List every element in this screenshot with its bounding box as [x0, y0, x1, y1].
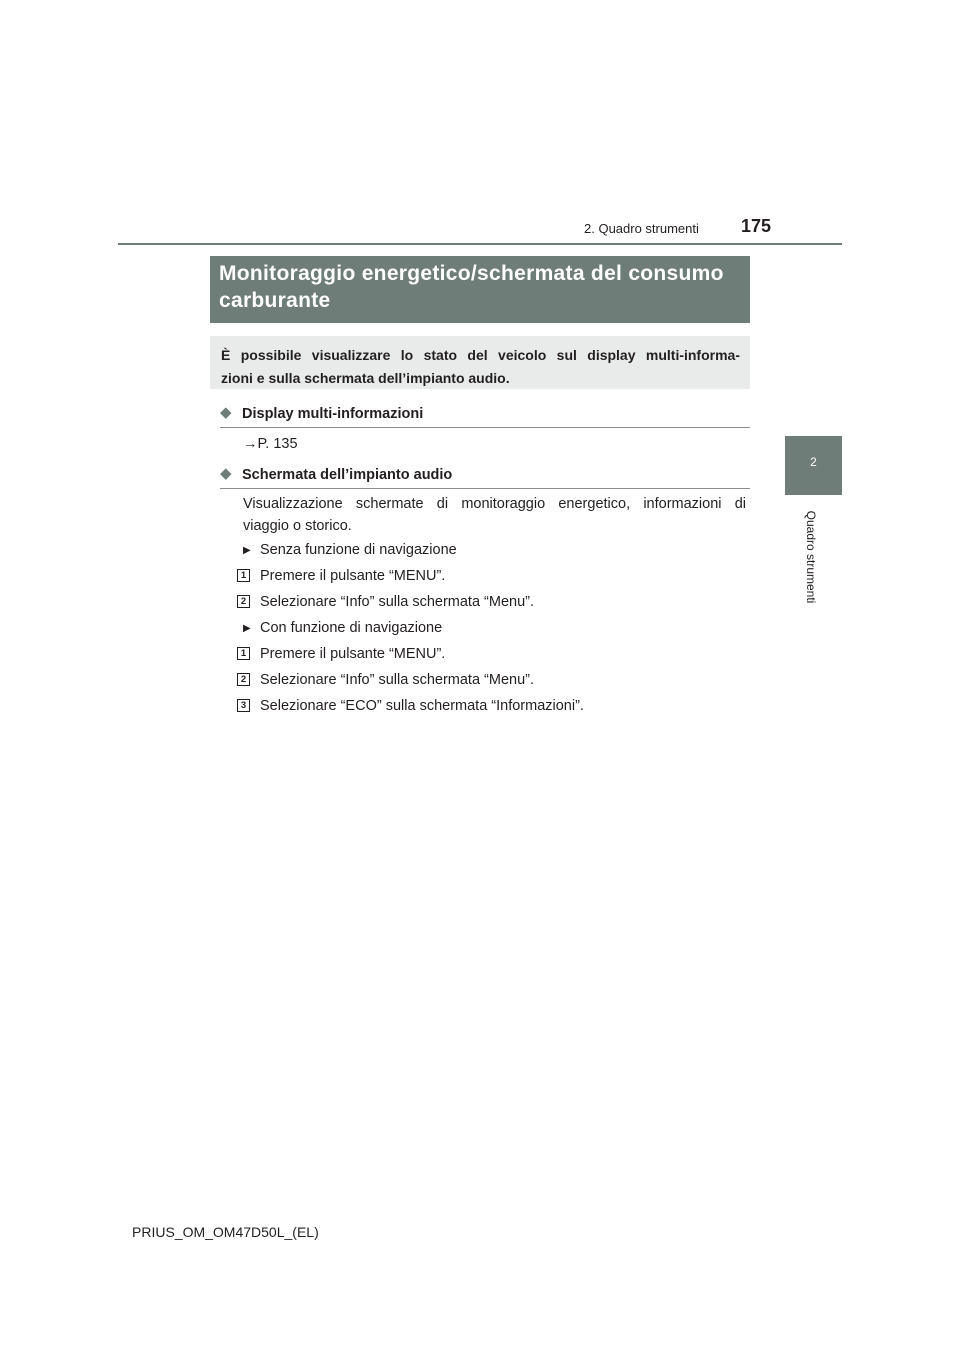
subsection-header: [220, 464, 750, 489]
chapter-tab-number: 2: [810, 455, 817, 469]
page-reference-text: P. 135: [257, 436, 298, 452]
intro-line: zioni e sulla schermata dell’impianto audio.: [221, 370, 510, 386]
triangle-bullet-icon: ▶: [243, 623, 251, 634]
chapter-heading: 2. Quadro strumenti: [584, 221, 699, 236]
section-paragraph: [243, 494, 746, 536]
paragraph-line: Visualizzazione schermate di monitoraggio energetico, informazioni di: [243, 496, 746, 512]
step-text: Selezionare “Info” sulla schermata “Menu”.: [260, 594, 535, 610]
intro-box: [210, 336, 750, 389]
step-text: Premere il pulsante “MENU”.: [260, 646, 446, 662]
procedure-label: Senza funzione di navigazione: [260, 542, 457, 558]
procedure-label: Con funzione di navigazione: [260, 620, 443, 636]
step-text: Premere il pulsante “MENU”.: [260, 568, 446, 584]
page-number: 175: [741, 216, 772, 236]
page-reference: [243, 434, 298, 454]
step-number: 2: [237, 673, 250, 686]
section-title-line: carburante: [219, 289, 331, 312]
chapter-side-label: Quadro strumenti: [804, 510, 818, 604]
step-number: 2: [237, 595, 250, 608]
diamond-bullet-icon: ◆: [220, 404, 232, 421]
intro-line: È possibile visualizzare lo stato del veicolo sul display multi-informa-: [221, 347, 740, 363]
triangle-bullet-icon: ▶: [243, 545, 251, 556]
step-number: 3: [237, 699, 250, 712]
step-text: Selezionare “Info” sulla schermata “Menu”.: [260, 672, 535, 688]
subsection-heading: Display multi-informazioni: [242, 406, 424, 422]
step-number: 1: [237, 647, 250, 660]
document-code-footer: PRIUS_OM_OM47D50L_(EL): [132, 1224, 319, 1240]
header-rule: [118, 243, 842, 245]
intro-text: [221, 344, 740, 390]
diamond-bullet-icon: ◆: [220, 465, 232, 482]
subsection-header: [220, 403, 750, 428]
arrow-right-icon: →: [243, 436, 258, 452]
step-number: 1: [237, 569, 250, 582]
section-title: [219, 260, 742, 314]
step-text: Selezionare “ECO” sulla schermata “Informazioni”.: [260, 698, 584, 714]
subsection-heading: Schermata dell’impianto audio: [242, 467, 453, 483]
paragraph-line: viaggio o storico.: [243, 518, 352, 534]
section-title-line: Monitoraggio energetico/schermata del consumo: [219, 262, 724, 285]
section-title-banner: [210, 256, 750, 323]
